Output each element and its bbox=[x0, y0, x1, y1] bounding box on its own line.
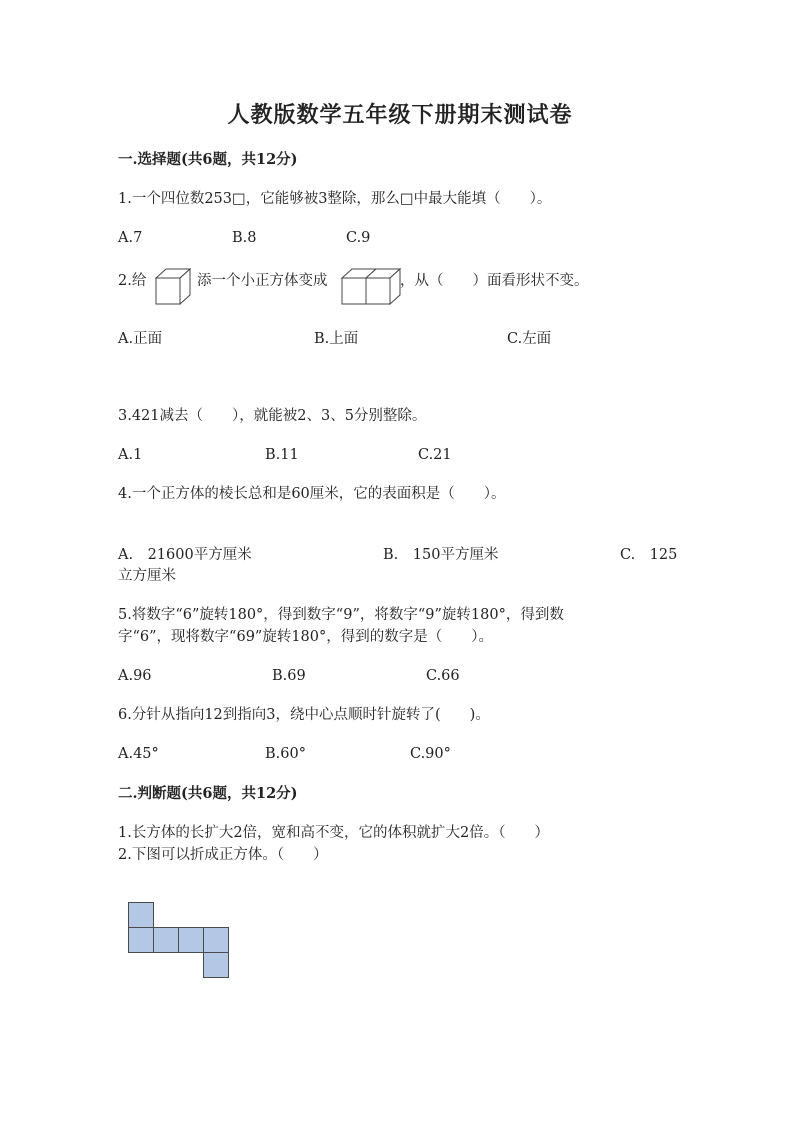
q1-option-a: A.7 bbox=[118, 230, 143, 246]
q6-option-c: C.90° bbox=[410, 746, 451, 762]
q4-option-b: B. 150平方厘米 bbox=[383, 547, 499, 563]
net-square bbox=[129, 903, 154, 928]
q5-line1: 5.将数字“6”旋转180°，得到数字“9”，将数字“9”旋转180°，得到数 bbox=[118, 607, 564, 623]
q1-option-b: B.8 bbox=[232, 230, 257, 246]
q2-stem-part3: ，从（ ）面看形状不变。 bbox=[400, 273, 589, 289]
q3-stem: 3.421减去（ ），就能被2、3、5分别整除。 bbox=[118, 408, 427, 424]
q6-option-b: B.60° bbox=[265, 746, 306, 762]
net-square bbox=[204, 928, 229, 953]
cube-net-figure bbox=[128, 902, 232, 980]
page-title: 人教版数学五年级下册期末测试卷 bbox=[227, 102, 573, 128]
q5-option-c: C.66 bbox=[426, 668, 460, 684]
net-square bbox=[179, 928, 204, 953]
section-2-heading: 二.判断题(共6题，共12分) bbox=[118, 785, 298, 802]
q5-option-a: A.96 bbox=[118, 668, 152, 684]
q3-option-b: B.11 bbox=[265, 447, 299, 463]
q6-option-a: A.45° bbox=[118, 746, 159, 762]
section-1-heading: 一.选择题(共6题，共12分) bbox=[118, 151, 298, 168]
q4-stem: 4.一个正方体的棱长总和是60厘米，它的表面积是（ ）。 bbox=[118, 486, 506, 502]
q5-option-b: B.69 bbox=[272, 668, 306, 684]
q2-stem-part2: 添一个小正方体变成 bbox=[197, 273, 328, 289]
q1-stem: 1.一个四位数253□，它能够被3整除，那么□中最大能填（ ）。 bbox=[118, 191, 552, 207]
q2-option-c: C.左面 bbox=[507, 331, 552, 347]
q4-option-c: C. 125 bbox=[620, 547, 678, 563]
net-square bbox=[204, 953, 229, 978]
q4-option-a: A. 21600平方厘米 bbox=[118, 547, 252, 563]
q1-option-c: C.9 bbox=[346, 230, 371, 246]
q2-stem-part1: 2.给 bbox=[118, 273, 147, 289]
q2-option-b: B.上面 bbox=[314, 331, 359, 347]
q2-option-a: A.正面 bbox=[118, 331, 163, 347]
q4-option-c-wrap: 立方厘米 bbox=[118, 568, 176, 584]
s2-q2-stem: 2.下图可以折成正方体。（ ） bbox=[118, 847, 328, 863]
net-square bbox=[129, 928, 154, 953]
s2-q1-stem: 1.长方体的长扩大2倍，宽和高不变，它的体积就扩大2倍。（ ） bbox=[118, 825, 550, 841]
single-cube-figure bbox=[154, 266, 196, 308]
q3-option-a: A.1 bbox=[118, 447, 143, 463]
q3-option-c: C.21 bbox=[418, 447, 452, 463]
net-square bbox=[154, 928, 179, 953]
two-cubes-figure bbox=[340, 266, 402, 308]
q6-stem: 6.分针从指向12到指向3，绕中心点顺时针旋转了( )。 bbox=[118, 707, 490, 723]
q5-line2: 字“6”，现将数字“69”旋转180°，得到的数字是（ ）。 bbox=[118, 629, 494, 645]
